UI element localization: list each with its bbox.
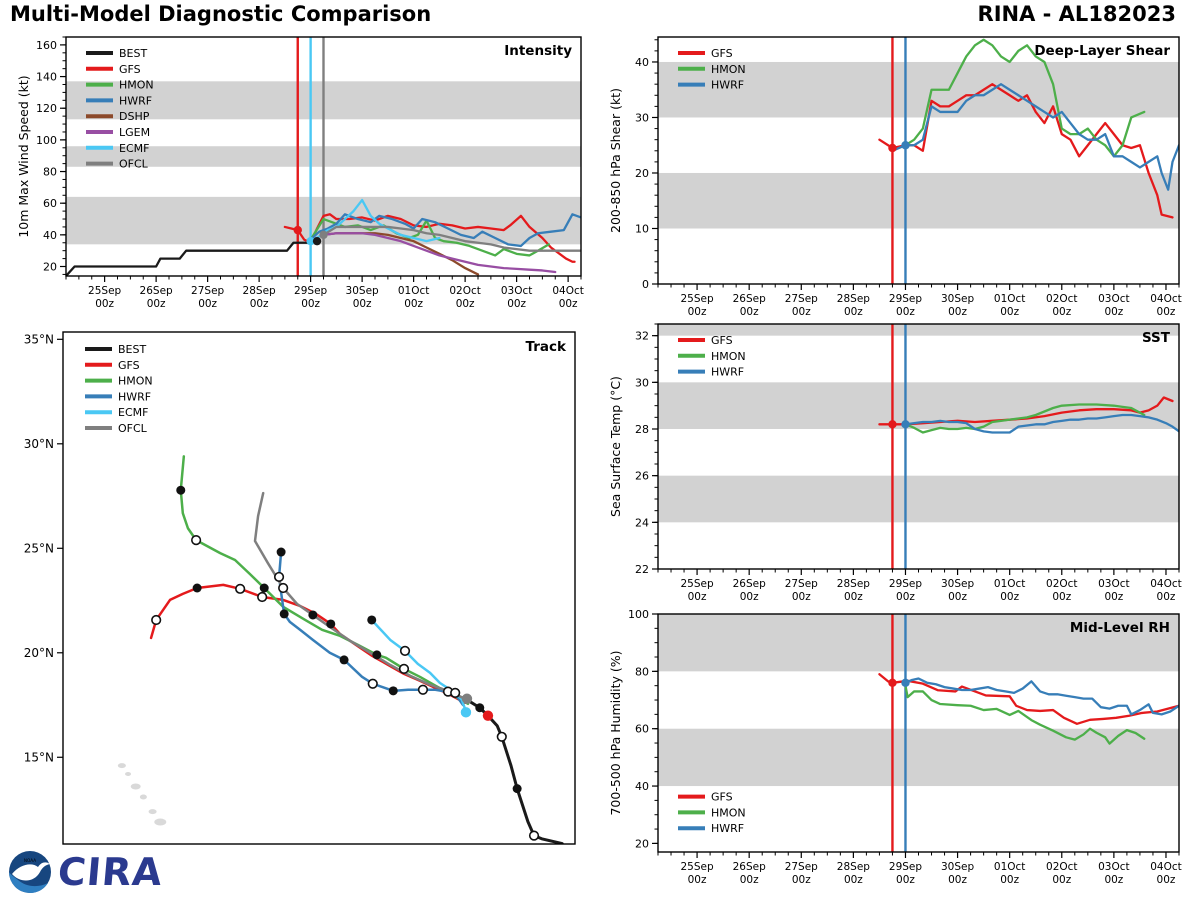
track-marker-00z	[193, 584, 202, 593]
svg-text:BEST: BEST	[118, 343, 147, 356]
svg-text:00z: 00z	[843, 591, 863, 603]
svg-text:00z: 00z	[739, 874, 759, 886]
svg-text:29Sep: 29Sep	[888, 293, 923, 305]
track-series-ecmf	[372, 620, 466, 712]
svg-text:04Oct: 04Oct	[1150, 578, 1182, 590]
svg-text:140: 140	[36, 70, 57, 84]
svg-text:40: 40	[635, 780, 649, 794]
svg-text:00z: 00z	[791, 874, 811, 886]
footer-logos	[8, 850, 163, 894]
svg-text:00z: 00z	[198, 298, 218, 310]
svg-text:35°N: 35°N	[23, 332, 54, 347]
page-title: Multi-Model Diagnostic Comparison	[10, 2, 432, 26]
svg-text:30Sep: 30Sep	[940, 578, 975, 590]
svg-text:27Sep: 27Sep	[191, 285, 225, 297]
track-marker-12z	[279, 584, 288, 593]
shear-init-marker	[901, 141, 909, 149]
svg-text:100: 100	[36, 133, 57, 147]
track-marker-12z	[400, 665, 409, 674]
svg-text:30Sep: 30Sep	[940, 293, 975, 305]
svg-text:00z: 00z	[739, 306, 759, 318]
storm-id: RINA - AL182023	[977, 2, 1176, 26]
island-landmass	[149, 809, 157, 814]
track-marker-00z	[513, 784, 522, 793]
svg-text:27Sep: 27Sep	[784, 293, 818, 305]
svg-text:25Sep: 25Sep	[680, 861, 714, 873]
svg-text:GFS: GFS	[711, 47, 733, 60]
svg-text:00z: 00z	[687, 874, 707, 886]
svg-text:00z: 00z	[687, 591, 707, 603]
svg-text:00z: 00z	[1000, 591, 1020, 603]
sst-panel	[608, 324, 1182, 603]
rh-legend	[678, 791, 746, 836]
shear-panel	[608, 37, 1182, 318]
rh-panel	[608, 608, 1182, 886]
svg-text:00z: 00z	[1156, 306, 1176, 318]
svg-text:02Oct: 02Oct	[1046, 861, 1078, 873]
track-marker-00z	[326, 619, 335, 628]
rh-init-marker	[888, 679, 896, 687]
svg-text:29Sep: 29Sep	[888, 861, 923, 873]
svg-text:00z: 00z	[896, 591, 915, 603]
track-marker-00z	[280, 609, 289, 618]
svg-text:00z: 00z	[301, 298, 321, 310]
rh-title: Mid-Level RH	[1069, 620, 1170, 636]
svg-text:100: 100	[628, 608, 649, 621]
svg-text:26Sep: 26Sep	[732, 293, 766, 305]
track-panel	[24, 332, 575, 844]
intensity-panel	[16, 37, 584, 310]
cira-logo: CIRA	[56, 850, 165, 894]
svg-text:HMON: HMON	[119, 78, 154, 92]
svg-text:HMON: HMON	[711, 62, 746, 76]
track-marker-00z	[372, 650, 381, 659]
svg-text:GFS: GFS	[711, 334, 733, 347]
svg-text:HWRF: HWRF	[118, 390, 152, 404]
svg-text:160: 160	[36, 38, 57, 52]
intensity-title: Intensity	[504, 43, 572, 59]
svg-text:04Oct: 04Oct	[1150, 293, 1182, 305]
shear-init-marker	[888, 144, 896, 152]
rh-series-hwrf	[905, 679, 1179, 715]
svg-text:25Sep: 25Sep	[680, 293, 714, 305]
svg-text:02Oct: 02Oct	[1046, 293, 1078, 305]
svg-text:01Oct: 01Oct	[993, 578, 1026, 590]
sst-ylabel: Sea Surface Temp (°C)	[608, 376, 623, 517]
svg-text:00z: 00z	[948, 306, 968, 318]
svg-text:00z: 00z	[896, 874, 915, 886]
svg-text:ECMF: ECMF	[119, 141, 150, 155]
track-marker-12z	[275, 573, 284, 582]
intensity-ylabel: 10m Max Wind Speed (kt)	[16, 75, 31, 238]
track-marker-00z	[389, 686, 398, 695]
track-init-dot	[462, 694, 472, 704]
svg-text:27Sep: 27Sep	[784, 861, 818, 873]
svg-text:29Sep: 29Sep	[294, 285, 328, 297]
track-marker-00z	[340, 655, 349, 664]
svg-text:HWRF: HWRF	[711, 822, 745, 836]
svg-text:25Sep: 25Sep	[88, 285, 122, 297]
svg-text:00z: 00z	[507, 298, 527, 310]
svg-text:00z: 00z	[455, 298, 475, 310]
svg-text:01Oct: 01Oct	[397, 285, 430, 297]
svg-text:25°N: 25°N	[23, 541, 54, 556]
svg-text:00z: 00z	[1104, 874, 1124, 886]
noaa-logo-text: NOAA	[23, 858, 37, 863]
island-landmass	[125, 772, 131, 776]
svg-text:30°N: 30°N	[23, 436, 54, 451]
shear-band	[658, 173, 1179, 229]
track-marker-12z	[192, 536, 201, 545]
svg-text:OFCL: OFCL	[118, 422, 147, 435]
svg-text:00z: 00z	[1104, 306, 1124, 318]
island-landmass	[140, 794, 147, 799]
svg-text:00z: 00z	[1156, 874, 1176, 886]
svg-text:29Sep: 29Sep	[888, 578, 923, 590]
svg-text:00z: 00z	[1104, 591, 1124, 603]
svg-text:00z: 00z	[896, 306, 915, 318]
svg-text:04Oct: 04Oct	[552, 285, 584, 297]
track-marker-12z	[152, 616, 161, 625]
track-marker-12z	[401, 647, 410, 656]
svg-text:03Oct: 03Oct	[500, 285, 533, 297]
track-marker-12z	[451, 689, 460, 698]
shear-legend	[678, 47, 746, 92]
svg-text:00z: 00z	[791, 591, 811, 603]
svg-text:HWRF: HWRF	[711, 365, 745, 379]
noaa-logo	[8, 850, 52, 894]
track-init-dot	[461, 707, 471, 717]
svg-text:00z: 00z	[1052, 874, 1072, 886]
svg-text:20: 20	[43, 260, 57, 274]
svg-text:32: 32	[635, 329, 649, 343]
sst-title: SST	[1141, 330, 1170, 346]
svg-text:00z: 00z	[95, 298, 115, 310]
track-legend	[85, 343, 153, 435]
track-series-best	[441, 689, 562, 844]
svg-text:HMON: HMON	[711, 806, 746, 820]
svg-text:00z: 00z	[1000, 874, 1020, 886]
svg-text:01Oct: 01Oct	[993, 293, 1026, 305]
svg-text:00z: 00z	[791, 306, 811, 318]
svg-text:28Sep: 28Sep	[836, 293, 870, 305]
svg-text:GFS: GFS	[119, 62, 141, 76]
svg-text:00z: 00z	[1052, 591, 1072, 603]
island-landmass	[131, 784, 141, 790]
intensity-init-marker	[313, 237, 321, 245]
track-series-ofcl	[255, 493, 467, 700]
island-landmass	[118, 763, 126, 768]
track-marker-00z	[277, 548, 286, 557]
svg-text:24: 24	[635, 516, 649, 530]
shear-ylabel: 200-850 hPa Shear (kt)	[608, 88, 623, 233]
rh-init-marker	[901, 679, 909, 687]
track-marker-00z	[475, 703, 484, 712]
svg-text:60: 60	[43, 197, 57, 211]
svg-text:28Sep: 28Sep	[836, 861, 870, 873]
svg-text:03Oct: 03Oct	[1098, 293, 1130, 305]
svg-text:00z: 00z	[843, 874, 863, 886]
svg-text:120: 120	[36, 102, 57, 116]
track-init-dot	[483, 710, 493, 720]
svg-text:0: 0	[642, 278, 649, 291]
svg-text:03Oct: 03Oct	[1098, 578, 1130, 590]
svg-text:HMON: HMON	[711, 349, 746, 363]
svg-text:20°N: 20°N	[23, 645, 54, 660]
track-series-hmon	[181, 456, 468, 703]
rh-band	[658, 729, 1179, 786]
svg-text:00z: 00z	[352, 298, 372, 310]
track-marker-00z	[308, 610, 317, 619]
track-marker-12z	[530, 831, 539, 840]
svg-text:GFS: GFS	[118, 358, 140, 372]
svg-text:00z: 00z	[843, 306, 863, 318]
svg-text:LGEM: LGEM	[119, 126, 151, 139]
svg-text:26Sep: 26Sep	[732, 861, 766, 873]
svg-text:26Sep: 26Sep	[732, 578, 766, 590]
track-series-gfs	[151, 585, 465, 703]
svg-text:28: 28	[635, 423, 649, 436]
svg-text:HMON: HMON	[118, 374, 153, 388]
svg-text:00z: 00z	[146, 298, 166, 310]
rh-ylabel: 700-500 hPa Humidity (%)	[608, 650, 623, 816]
svg-text:15°N: 15°N	[23, 750, 54, 765]
svg-text:DSHP: DSHP	[119, 110, 150, 124]
svg-text:00z: 00z	[739, 591, 759, 603]
svg-text:00z: 00z	[249, 298, 269, 310]
intensity-init-marker	[294, 226, 302, 234]
svg-text:26: 26	[635, 469, 649, 483]
svg-text:80: 80	[635, 665, 649, 679]
svg-text:40: 40	[635, 55, 649, 69]
svg-text:26Sep: 26Sep	[139, 285, 173, 297]
svg-text:20: 20	[635, 166, 649, 180]
svg-text:00z: 00z	[404, 298, 424, 310]
svg-text:02Oct: 02Oct	[1046, 578, 1078, 590]
sst-init-marker	[888, 420, 896, 428]
svg-text:10: 10	[635, 222, 649, 236]
intensity-series-best	[66, 241, 319, 276]
svg-text:04Oct: 04Oct	[1150, 861, 1182, 873]
svg-text:BEST: BEST	[119, 47, 148, 60]
svg-text:01Oct: 01Oct	[993, 861, 1026, 873]
svg-text:27Sep: 27Sep	[784, 578, 818, 590]
svg-text:00z: 00z	[1000, 306, 1020, 318]
svg-text:30Sep: 30Sep	[345, 285, 379, 297]
svg-text:00z: 00z	[1156, 591, 1176, 603]
track-marker-00z	[367, 615, 376, 624]
svg-text:OFCL: OFCL	[119, 157, 148, 171]
sst-band	[658, 324, 1179, 336]
svg-text:20: 20	[635, 837, 649, 851]
svg-text:03Oct: 03Oct	[1098, 861, 1130, 873]
track-title: Track	[525, 339, 566, 355]
shear-title: Deep-Layer Shear	[1034, 43, 1170, 59]
svg-text:02Oct: 02Oct	[449, 285, 481, 297]
track-marker-12z	[497, 732, 506, 741]
svg-text:HWRF: HWRF	[711, 78, 745, 92]
svg-text:25Sep: 25Sep	[680, 578, 714, 590]
svg-text:00z: 00z	[948, 874, 968, 886]
svg-text:GFS: GFS	[711, 790, 733, 804]
svg-text:60: 60	[635, 722, 649, 736]
sst-legend	[678, 334, 746, 379]
svg-text:00z: 00z	[687, 306, 707, 318]
svg-text:00z: 00z	[558, 298, 578, 310]
svg-text:40: 40	[43, 228, 57, 242]
track-marker-00z	[176, 486, 185, 495]
svg-text:28Sep: 28Sep	[836, 578, 870, 590]
sst-band	[658, 476, 1179, 523]
sst-init-marker	[901, 420, 909, 428]
svg-text:00z: 00z	[948, 591, 968, 603]
svg-text:28Sep: 28Sep	[242, 285, 276, 297]
track-marker-00z	[260, 584, 269, 593]
svg-text:80: 80	[43, 165, 57, 179]
svg-text:HWRF: HWRF	[119, 94, 153, 108]
svg-text:00z: 00z	[1052, 306, 1072, 318]
svg-text:30: 30	[635, 111, 649, 125]
svg-text:30: 30	[635, 376, 649, 390]
svg-text:30Sep: 30Sep	[940, 861, 975, 873]
svg-text:22: 22	[635, 563, 649, 576]
intensity-init-marker	[319, 231, 327, 239]
island-landmass	[154, 819, 166, 826]
track-marker-12z	[368, 679, 377, 688]
svg-text:ECMF: ECMF	[118, 406, 149, 420]
track-marker-12z	[236, 585, 245, 594]
track-marker-12z	[419, 685, 428, 694]
track-marker-12z	[258, 593, 267, 602]
